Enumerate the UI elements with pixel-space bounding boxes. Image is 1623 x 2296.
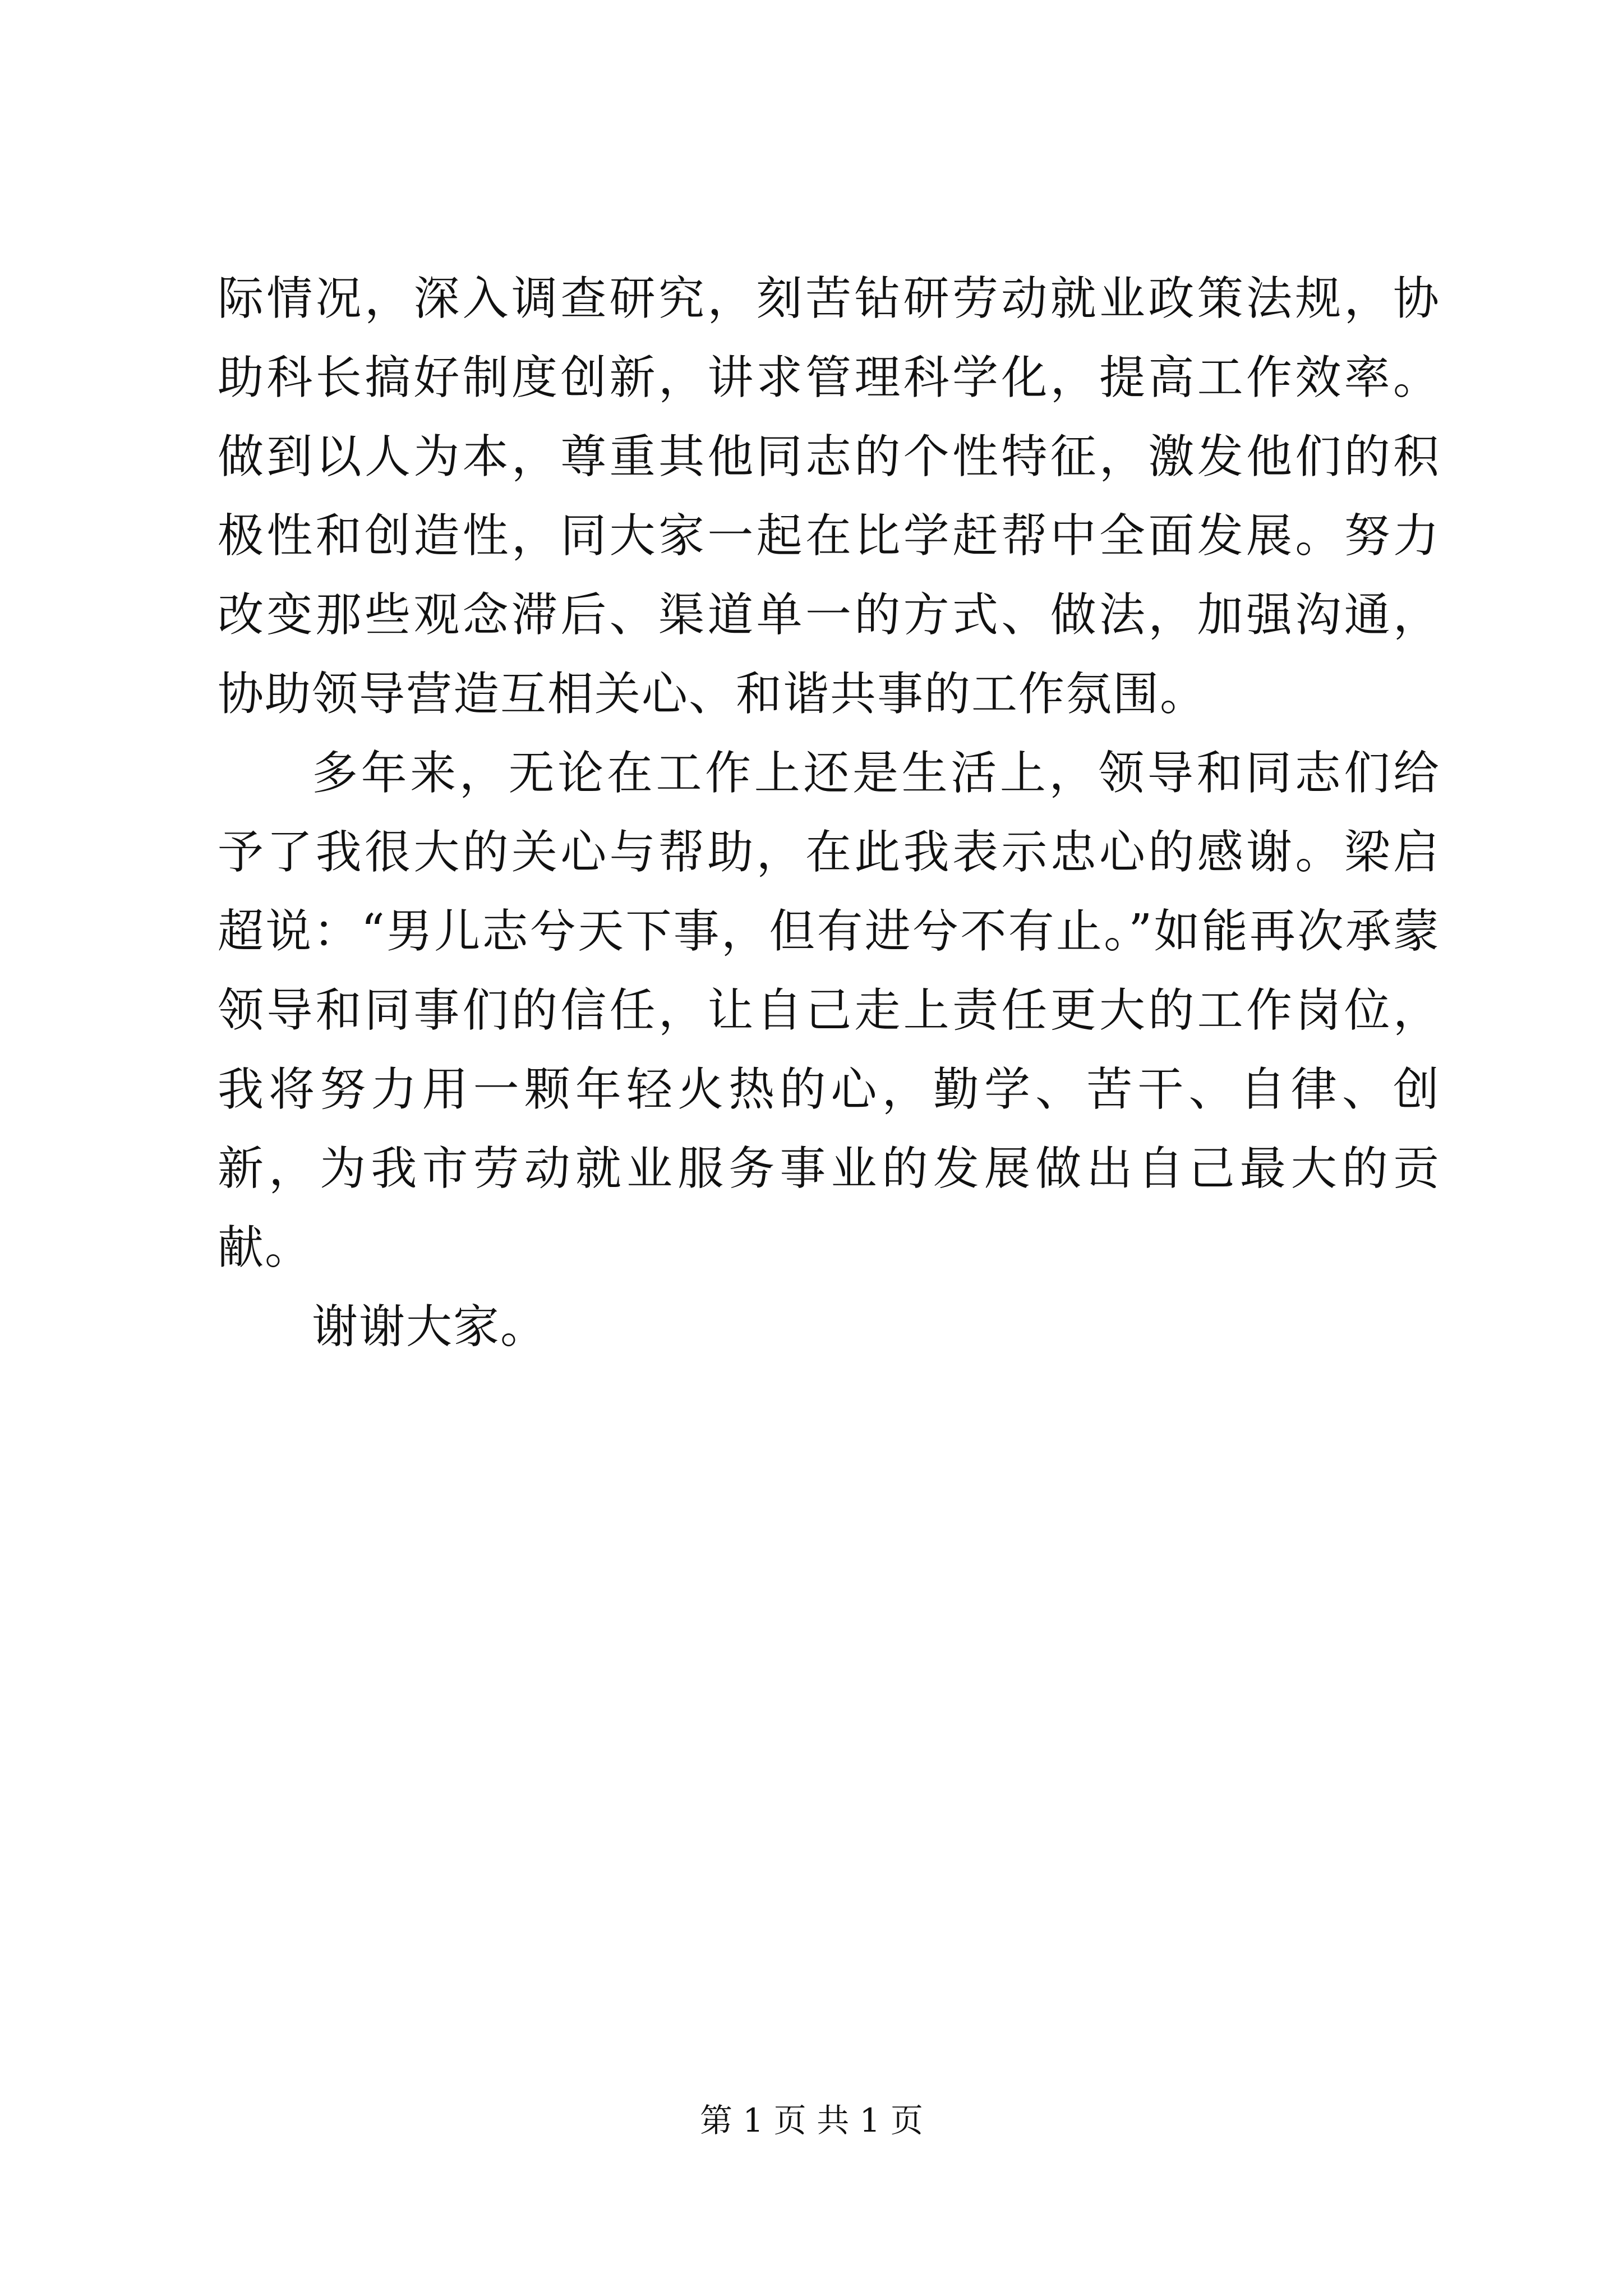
paragraph-1: 际情况，深入调查研究，刻苦钻研劳动就业政策法规，协助科长搞好制度创新，讲求管理科学化，提高工作效率。做到以人为本，尊重其他同志的个性特征，激发他们的积极性和创造性，同大家一起在比学赶帮中全面发展。努力改变那些观念滞后、渠道单一的方式、做法，加强沟通，协助领导营造互相关心、和谐共事的工作氛围。 [218, 272, 1440, 721]
page-number-label: 第 1 页 共 1 页 [700, 2101, 923, 2139]
paragraph-2: 多年来，无论在工作上还是生活上，领导和同志们给予了我很大的关心与帮助，在此我表示忠心的感谢。梁启超说：“男儿志兮天下事，但有进兮不有止。”如能再次承蒙领导和同事们的信任，让自己走上责任更大的工作岗位，我将努力用一颗年轻火热的心，勤学、苦干、自律、创新，为我市劳动就业服务事业的发展做出自己最大的贡献。 [218, 747, 1440, 1274]
page-footer [0, 2098, 1623, 2143]
document-body [218, 259, 1440, 1366]
paragraph-3: 谢谢大家。 [312, 1300, 548, 1354]
